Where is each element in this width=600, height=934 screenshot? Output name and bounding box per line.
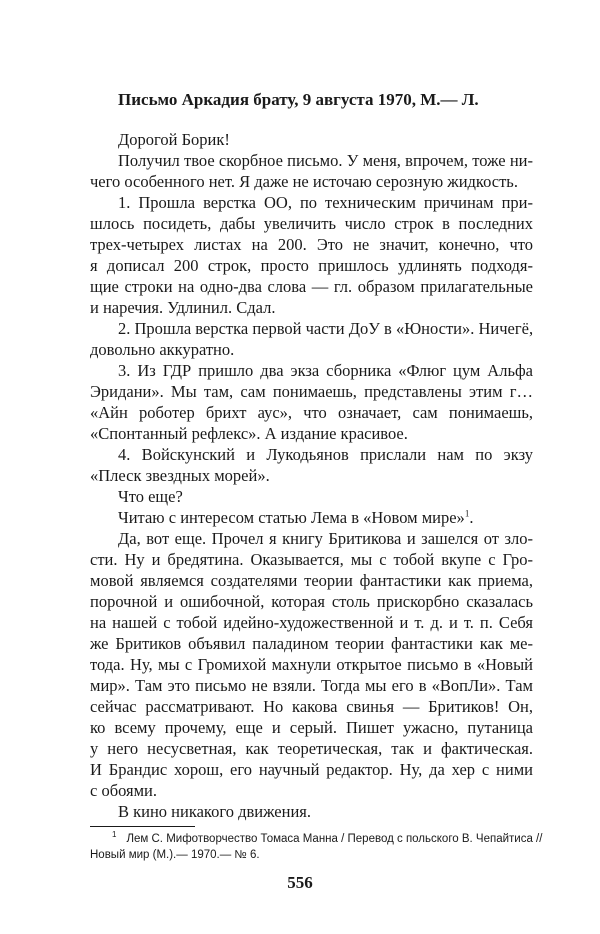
body-line: Читаю с интересом статью Лема в «Новом мире»$^1$. — [118, 508, 474, 527]
body-line: 2. Прошла верстка первой части ДоУ в «Юности». Ничегё, — [118, 319, 534, 338]
body-line: на нашей с тобой идейно-художественной и т. д. и т. п. Себя — [90, 613, 533, 632]
footnote-line: Новый мир (М.).— 1970.— № 6. — [90, 849, 260, 861]
body-line: мир». Там это письмо не взяли. Тогда мы его в «ВопЛи». Там — [90, 676, 533, 695]
body-line: В кино никакого движения. — [118, 802, 311, 821]
body-line: шлось посидеть, дабы увеличить число строк в последних — [90, 214, 533, 233]
body-line: «Айн роботер брихт аус», что означает, сам понимаешь, — [90, 403, 533, 422]
body-line: с обоями. — [90, 781, 158, 800]
page-number: 556 — [287, 873, 313, 892]
footnote-line — [90, 830, 543, 847]
footnote-number: 1 — [112, 830, 117, 840]
body-line: «Спонтанный рефлекс». А издание красивое. — [90, 424, 408, 443]
body-line: сти. Ну и бредятина. Оказывается, мы с тобой вкупе с Гро- — [90, 550, 533, 569]
body-line: Дорогой Борик! — [118, 130, 230, 149]
body-line: сейчас рассматривают. Но какова свинья — Бритиков! Он, — [90, 697, 533, 716]
footnote-divider — [90, 826, 195, 827]
footnote-marker: 1 — [464, 508, 470, 519]
body-line: 4. Войскунский и Лукодьянов прислали нам по экзу — [118, 445, 533, 464]
body-line: И Брандис хорош, его научный редактор. Ну, да хер с ними — [90, 760, 533, 779]
body-line: Получил твое скорбное письмо. У меня, впрочем, тоже ни- — [118, 151, 533, 170]
body-line: «Плеск звездных морей». — [90, 466, 270, 485]
body-line: Что еще? — [118, 487, 183, 506]
footnote-text: Лем С. Мифотворчество Томаса Манна / Перевод с польского В. Чепайтиса // — [126, 833, 543, 845]
body-line: довольно аккуратно. — [90, 340, 235, 359]
body-line: Да, вот еще. Прочел я книгу Бритикова и зашелся от зло- — [118, 529, 533, 548]
body-line: же Бритиков объявил паладином теории фантастики как ме- — [90, 634, 533, 653]
letter-heading: Письмо Аркадия брату, 9 августа 1970, М.— Л. — [118, 90, 479, 109]
body-line: 1. Прошла верстка ОО, по техническим причинам при- — [118, 193, 533, 212]
body-line: и наречия. Удлинил. Сдал. — [90, 298, 276, 317]
body-line: порочной и ошибочной, которая столь прискорбно сказалась — [90, 592, 533, 611]
body-line: я дописал 200 строк, просто пришлось удлинять подходя- — [90, 256, 533, 275]
body-line: ко всему прочему, еще и серый. Пишет ужасно, путаница — [90, 718, 533, 737]
body-line: у него несусветная, как теоретическая, так и фактическая. — [90, 739, 533, 758]
body-line: 3. Из ГДР пришло два экза сборника «Флюг цум Альфа — [118, 361, 533, 380]
body-line: Эридани». Мы там, сам понимаешь, представлены этим г… — [90, 382, 533, 401]
body-line: мовой являемся создателями теории фантастики как приема, — [90, 571, 533, 590]
body-line: трех-четырех листах на 200. Это не значит, конечно, что — [90, 235, 533, 254]
body-line-text: Читаю с интересом статью Лема в «Новом мире» — [118, 508, 465, 527]
body-line: чего особенного нет. Я даже не источаю серозную жидкость. — [90, 172, 518, 191]
body-line: щие строки на одно-два слова — гл. образом прилагательные — [90, 277, 533, 296]
body-line: тода. Ну, мы с Громихой махнули открытое письмо в «Новый — [90, 655, 533, 674]
